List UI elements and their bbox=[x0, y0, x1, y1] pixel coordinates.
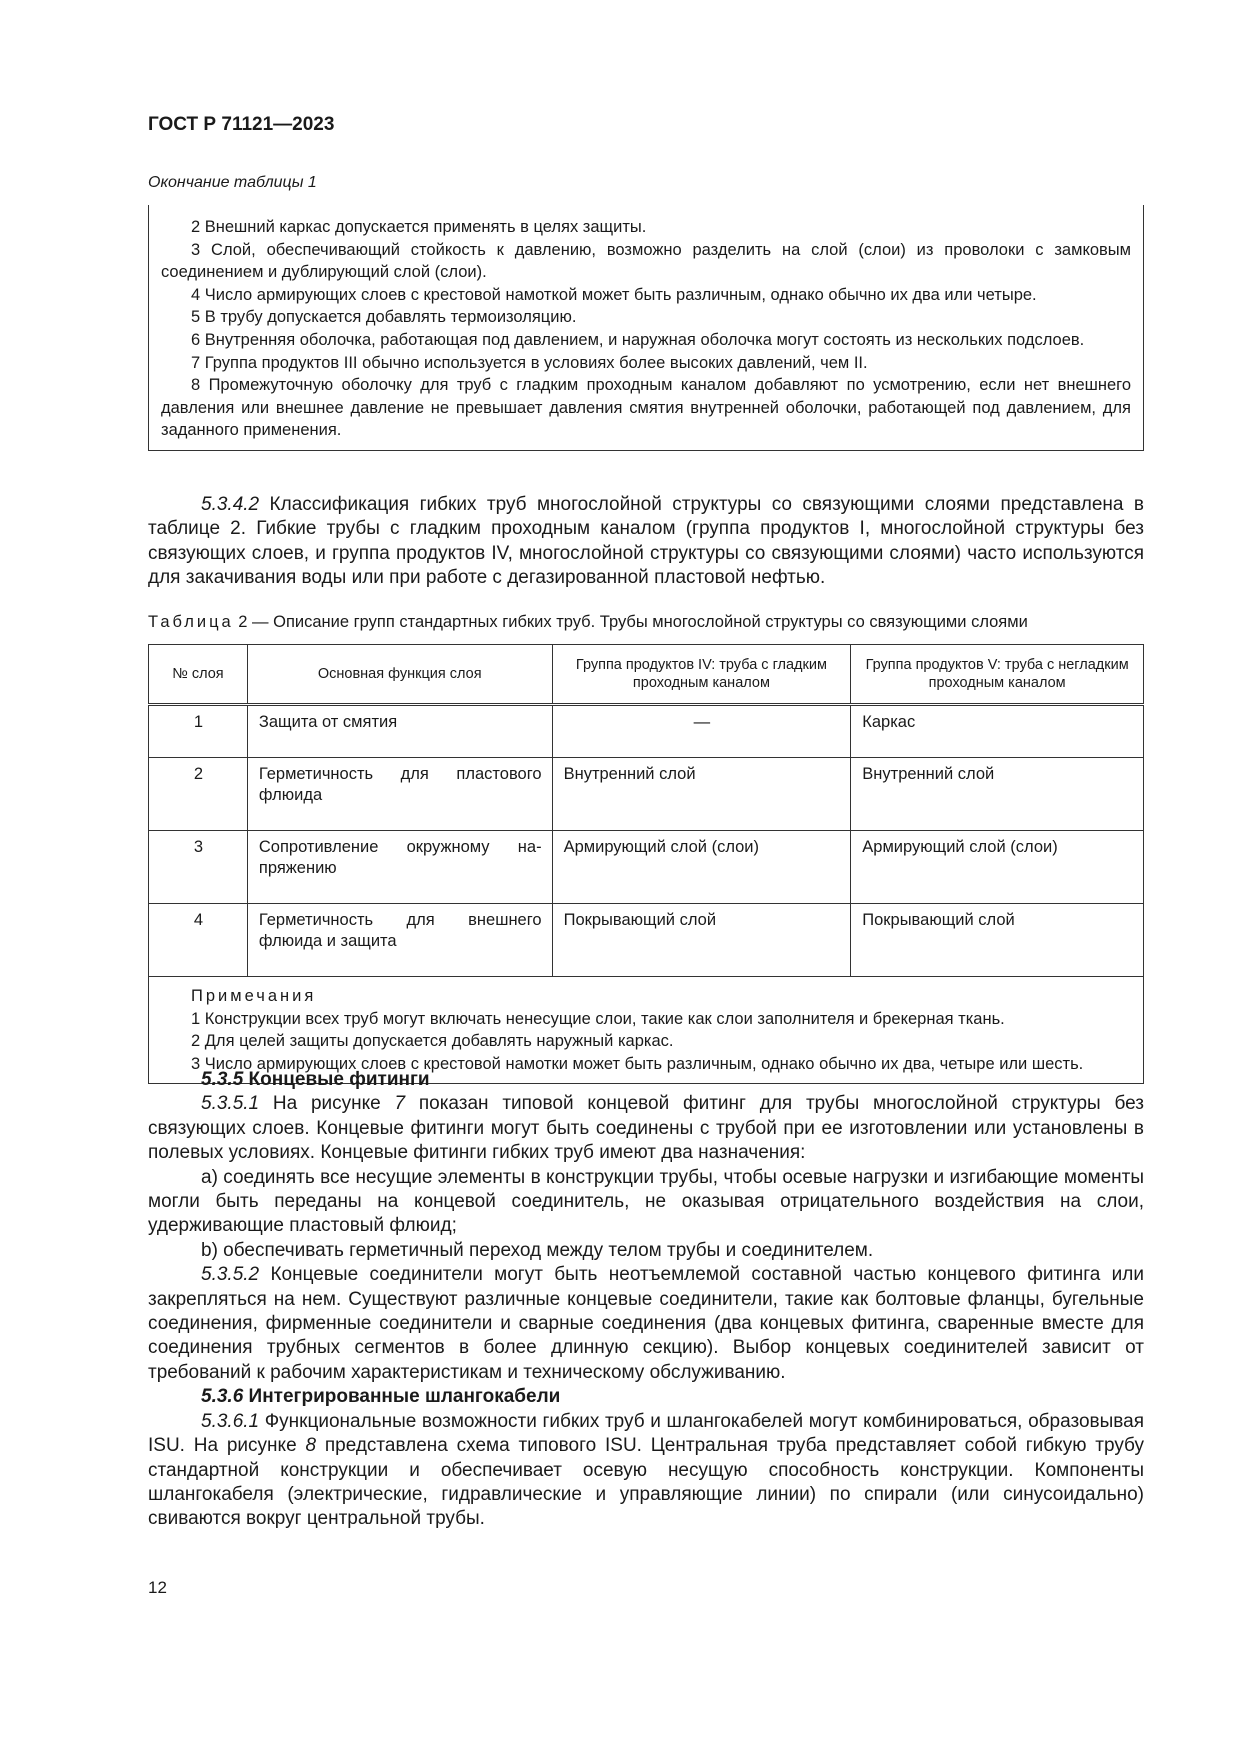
table-cell-group-v: Армирующий слой (слои) bbox=[851, 831, 1144, 904]
table-cell-function: Герметичность для пластового флюида bbox=[247, 758, 552, 831]
clause-number: 5.3.5.1 bbox=[201, 1093, 260, 1115]
section-heading-536 bbox=[148, 1385, 1144, 1409]
paragraph-5342 bbox=[148, 493, 1144, 591]
table2-note: 1 Конструкции всех труб могут включать ненесущие слои, такие как слои заполнителя и брекерная ткань. bbox=[191, 1009, 1005, 1028]
table-header-cell: Группа продуктов V: труба с негладким проходным каналом bbox=[851, 645, 1144, 705]
page-header: ГОСТ Р 71121—2023 bbox=[148, 114, 335, 135]
clause-number: 5.3.4.2 bbox=[201, 494, 260, 515]
table-cell-group-iv: Армирующий слой (слои) bbox=[552, 831, 851, 904]
paragraph-5352 bbox=[148, 1263, 1144, 1385]
table-caption-label: Таблица bbox=[148, 613, 234, 631]
table-header-cell: Основная функция слоя bbox=[247, 645, 552, 705]
table-cell-layer-number: 4 bbox=[149, 904, 248, 977]
table1-note: 8 Промежуточную оболочку для труб с гладким проходным каналом добавляют по усмотрению, если нет внешнего давления или внешнее давление не превышает давления смятия внутренней оболочки, работающей под давлением, для заданного применения. bbox=[161, 376, 1131, 440]
paragraph-5351 bbox=[148, 1092, 1144, 1165]
table-cell-layer-number: 2 bbox=[149, 758, 248, 831]
section-title: Концевые фитинги bbox=[243, 1069, 430, 1090]
table-cell-group-v: Внутренний слой bbox=[851, 758, 1144, 831]
table2-note: 2 Для целей защиты допускается добавлять наружный каркас. bbox=[191, 1032, 674, 1051]
paragraph-text: На рисунке bbox=[259, 1093, 395, 1115]
table-caption-text: 2 — Описание групп стандартных гибких труб. Трубы многослойной структуры со связующими слоями bbox=[233, 613, 1028, 631]
table-header-row bbox=[149, 645, 1144, 705]
table2 bbox=[148, 644, 1144, 1084]
table-cell-function: Защита от смятия bbox=[247, 705, 552, 758]
section-number: 5.3.5 bbox=[201, 1069, 244, 1090]
table-cell-group-iv: — bbox=[552, 705, 851, 758]
table1-note: 6 Внутренняя оболочка, работающая под давлением, и наружная оболочка могут состоять из нескольких подслоев. bbox=[191, 330, 1085, 349]
table1-note: 7 Группа продуктов III обычно используется в условиях более высоких давлений, чем II. bbox=[191, 353, 868, 372]
paragraph-text: Функциональные возможности гибких труб и шлангокабелей могут комбинироваться, образовывая ISU. На рисунке bbox=[148, 1410, 1144, 1457]
table-row bbox=[149, 705, 1144, 758]
table-header-cell: Группа продуктов IV: труба с гладким проходным каналом bbox=[552, 645, 851, 705]
section-number: 5.3.6 bbox=[201, 1386, 244, 1408]
paragraph-text: Концевые соединители могут быть неотъемлемой составной частью концевого фитинга или закрепляться на нем. Существуют различные концевые соединители, такие как болтовые фланцы, бугельные соединения, фирменные соединители и сварные соединения (два концевых фитинга, сваренные вместе для соединения трубных сегментов в более длинную секцию). Выбор концевых соединителей зависит от требований к рабочим характеристикам и техническому обслуживанию. bbox=[148, 1264, 1144, 1383]
table1-notes-box bbox=[148, 205, 1144, 451]
table1-note: 2 Внешний каркас допускается применять в целях защиты. bbox=[191, 218, 647, 236]
table-notes-title: Примечания bbox=[191, 987, 317, 1005]
table1-note: 5 В трубу допускается добавлять термоизоляцию. bbox=[191, 308, 577, 327]
figure-reference: 7 bbox=[394, 1093, 406, 1115]
section-title: Интегрированные шлангокабели bbox=[243, 1386, 561, 1408]
table-cell-group-iv: Внутренний слой bbox=[552, 758, 851, 831]
table1-note: 3 Слой, обеспечивающий стойкость к давлению, возможно разделить на слой (слои) из проволоки с замковым соединением и дублирующий слой (слои). bbox=[161, 240, 1131, 282]
section-535 bbox=[148, 1068, 1144, 1532]
table-cell-group-iv: Покрывающий слой bbox=[552, 904, 851, 977]
table-row bbox=[149, 758, 1144, 831]
clause-number: 5.3.6.1 bbox=[201, 1410, 260, 1432]
table-continuation-label: Окончание таблицы 1 bbox=[148, 174, 317, 191]
table2-caption bbox=[148, 613, 1028, 632]
table-cell-group-v: Покрывающий слой bbox=[851, 904, 1144, 977]
table2-note: 3 Число армирующих слоев с крестовой намотки может быть различным, однако обычно их два, четыре или шесть. bbox=[191, 1054, 1084, 1073]
table-cell-function: Сопротивление окружному напряжению bbox=[247, 831, 552, 904]
table1-note: 4 Число армирующих слоев с крестовой намоткой может быть различным, однако обычно их два или четыре. bbox=[191, 285, 1037, 304]
figure-reference: 8 bbox=[305, 1435, 317, 1457]
list-item-a: a) соединять все несущие элементы в конструкции трубы, чтобы осевые нагрузки и изгибающие моменты могли быть переданы на концевой соединитель, не оказывая отрицательного воздействия на слои, удерживающие пластовый флюид; bbox=[148, 1166, 1144, 1237]
paragraph-5361 bbox=[148, 1410, 1144, 1532]
table-header-cell: № слоя bbox=[149, 645, 248, 705]
table-cell-group-v: Каркас bbox=[851, 705, 1144, 758]
paragraph-text: показан типовой концевой фитинг для трубы многослойной структуры без связующих слоев. Концевые фитинги могут быть соединены с трубой при ее изготовлении или установлены в полевых условиях. Концевые фитинги гибких труб имеют два назначения: bbox=[148, 1093, 1144, 1164]
clause-number: 5.3.5.2 bbox=[201, 1264, 260, 1286]
table-cell-layer-number: 1 bbox=[149, 705, 248, 758]
table-cell-function: Герметичность для внешнего флюида и защита bbox=[247, 904, 552, 977]
list-item-b: b) обеспечивать герметичный переход между телом трубы и соединителем. bbox=[201, 1239, 874, 1261]
table-cell-layer-number: 3 bbox=[149, 831, 248, 904]
page-number: 12 bbox=[148, 1578, 167, 1597]
section-heading-535 bbox=[148, 1068, 1144, 1092]
paragraph-text: Классификация гибких труб многослойной структуры со связующими слоями представлена в таблице 2. Гибкие трубы с гладким проходным каналом (группа продуктов I, многослойной структуры без связующих слоев, и группа продуктов IV, многослойной структуры со связующими слоями) часто используются для закачивания воды или при работе с дегазированной пластовой нефтью. bbox=[148, 494, 1144, 589]
paragraph-text: представлена схема типового ISU. Центральная труба представляет собой гибкую трубу стандартной конструкции и обеспечивает осевую несущую способность конструкции. Компоненты шлангокабеля (электрические, гидравлические и управляющие линии) по спирали (или синусоидально) свиваются вокруг центральной трубы. bbox=[148, 1435, 1144, 1530]
table-row bbox=[149, 904, 1144, 977]
table-row bbox=[149, 831, 1144, 904]
